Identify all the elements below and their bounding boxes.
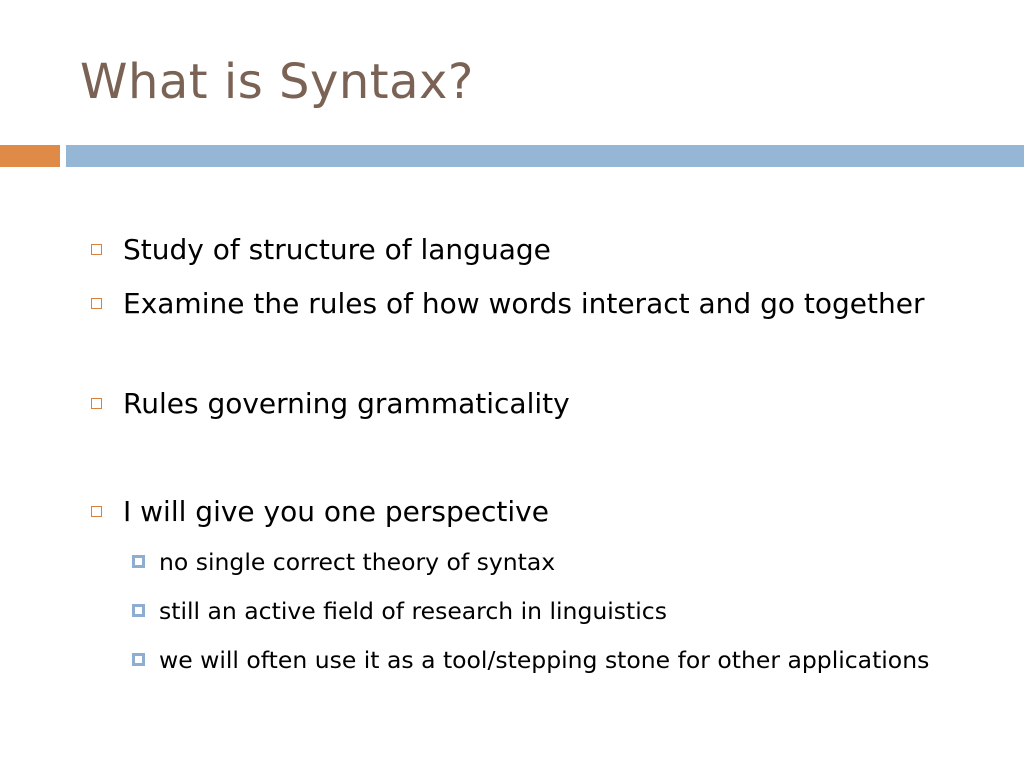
bullet-item <box>123 227 943 273</box>
bullet-text: Rules governing grammaticality <box>123 387 570 420</box>
hollow-square-icon <box>91 244 102 255</box>
filled-square-icon <box>132 653 145 666</box>
bullet-item <box>123 489 943 535</box>
bullet-text: Examine the rules of how words interact and go together <box>123 287 925 320</box>
slide-title: What is Syntax? <box>80 54 474 110</box>
bullet-text: I will give you one perspective <box>123 495 549 528</box>
sub-bullet-item <box>159 543 939 581</box>
filled-square-icon <box>132 604 145 617</box>
hollow-square-icon <box>91 506 102 517</box>
bullet-text: Study of structure of language <box>123 233 551 266</box>
sub-bullet-item <box>159 641 939 679</box>
bullet-item <box>123 281 943 327</box>
sub-bullet-item <box>159 592 939 630</box>
sub-bullet-text: still an active field of research in linguistics <box>159 597 667 625</box>
bullet-item <box>123 381 943 427</box>
sub-bullet-text: no single correct theory of syntax <box>159 548 556 576</box>
filled-square-icon <box>132 555 145 568</box>
sub-bullet-text: we will often use it as a tool/stepping stone for other applications <box>159 646 930 674</box>
hollow-square-icon <box>91 298 102 309</box>
hollow-square-icon <box>91 398 102 409</box>
